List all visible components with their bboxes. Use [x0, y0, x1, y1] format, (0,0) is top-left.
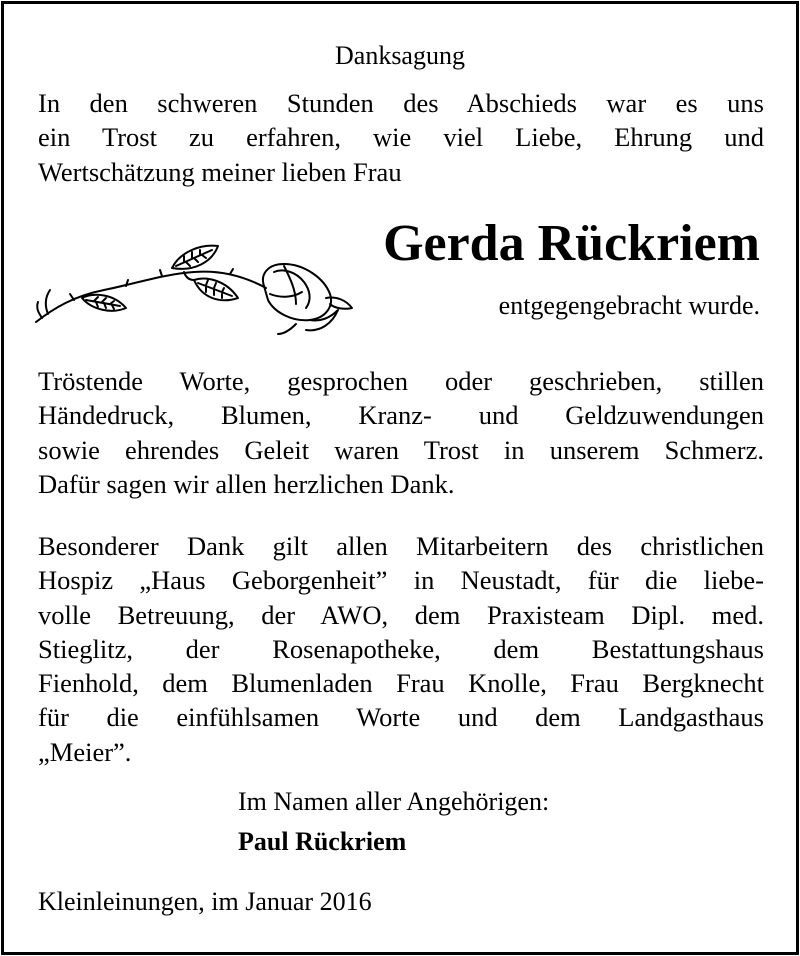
notice-heading: Danksagung — [335, 41, 465, 70]
on-behalf-text: Im Namen aller Angehörigen: — [238, 787, 550, 816]
special-thanks-line: Fienhold, dem Blumenladen Frau Knolle, Frau Bergknecht — [38, 668, 764, 699]
special-thanks-line: Stieglitz, der Rosenapotheke, dem Bestattungshaus — [38, 633, 764, 664]
special-thanks-line: für die einfühlsamen Worte und dem Landgasthaus — [38, 702, 764, 733]
received-text: entgegengebracht wurde. — [498, 291, 760, 320]
special-thanks-line: Hospiz „Haus Geborgenheit” in Neustadt, für die liebe- — [38, 565, 764, 596]
intro-line: In den schweren Stunden des Abschieds war es uns — [38, 88, 764, 118]
deceased-name: Gerda Rückriem — [383, 215, 760, 272]
comfort-line: sowie ehrendes Geleit waren Trost in unserem Schmerz. — [38, 434, 764, 465]
intro-paragraph — [38, 86, 764, 189]
place-date: Kleinleinungen, im Januar 2016 — [38, 887, 372, 916]
rose-branch-icon — [34, 238, 354, 338]
comfort-line: Dafür sagen wir allen herzlichen Dank. — [38, 468, 455, 499]
comfort-paragraph — [38, 364, 764, 501]
comfort-line: Händedruck, Blumen, Kranz- und Geldzuwendungen — [38, 400, 764, 431]
special-thanks-line: Besonderer Dank gilt allen Mitarbeitern des christlichen — [38, 531, 764, 561]
comfort-line: Tröstende Worte, gesprochen oder geschrieben, stillen — [38, 366, 764, 396]
special-thanks-line: volle Betreuung, der AWO, dem Praxisteam Dipl. med. — [38, 599, 764, 630]
special-thanks-paragraph — [38, 529, 764, 769]
intro-line: ein Trost zu erfahren, wie viel Liebe, Ehrung und — [38, 122, 764, 153]
intro-line: Wertschätzung meiner lieben Frau — [38, 156, 402, 187]
special-thanks-line: „Meier”. — [38, 736, 132, 767]
signer-name: Paul Rückriem — [238, 827, 407, 856]
